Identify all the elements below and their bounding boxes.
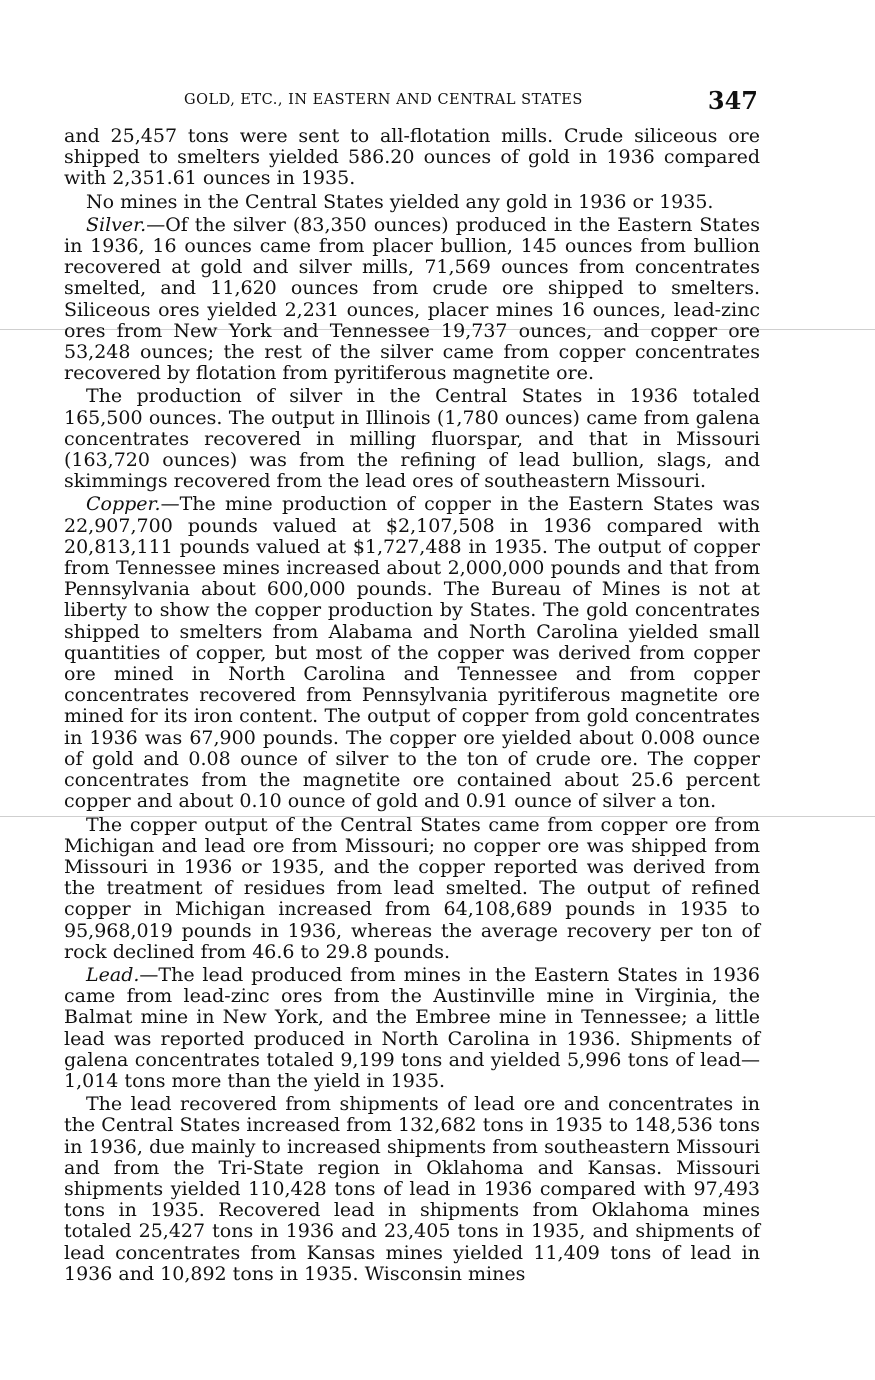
running-head-title: GOLD, ETC., IN EASTERN AND CENTRAL STATES xyxy=(184,92,583,108)
section-heading-copper: Copper. xyxy=(86,493,161,516)
paragraph-copper-eastern xyxy=(64,494,760,812)
paragraph-text: —The lead produced from mines in the Eastern States in 1936 came from lead-zinc ores from the Austinville mine in Virginia, the Balmat mine in New York, and the Embree mine in Tennessee; a little lead was reported produced in North Carolina in 1936. Shipments of galena concentrates totaled 9,199 tons and yielded 5,996 tons of lead—1,014 tons more than the yield in 1935. xyxy=(64,963,760,1092)
paragraph-text: No mines in the Central States yielded any gold in 1936 or 1935. xyxy=(86,190,714,213)
paragraph-silver-eastern xyxy=(64,215,760,385)
paragraph-lead-central xyxy=(64,1094,760,1285)
paragraph-text: The lead recovered from shipments of lead ore and concentrates in the Central States increased from 132,682 tons in 1935 to 148,536 tons in 1936, due mainly to increased shipments from southeastern Missouri and from the Tri-State region in Oklahoma and Kansas. Missouri shipments yielded 110,428 tons of lead in 1936 compared with 97,493 tons in 1935. Recovered lead in shipments from Oklahoma mines totaled 25,427 tons in 1936 and 23,405 tons in 1935, and shipments of lead concentrates from Kansas mines yielded 11,409 tons of lead in 1936 and 10,892 tons in 1935. Wisconsin mines xyxy=(64,1093,760,1285)
page-number: 347 xyxy=(707,86,758,115)
page xyxy=(64,86,760,1287)
paragraph-text: The production of silver in the Central States in 1936 totaled 165,500 ounces. The output in Illinois (1,780 ounces) came from galena concentrates recovered in milling fluorspar, and that in Missouri (163,720 ounces) was from the refining of lead bullion, slags, and skimmings recovered from the lead ores of southeastern Missouri. xyxy=(64,385,760,493)
paragraph-text: The copper output of the Central States came from copper ore from Michigan and lead ore from Missouri; no copper ore was shipped from Missouri in 1936 or 1935, and the copper reported was derived from the treatment of residues from lead smelted. The output of refined copper in Michigan increased from 64,108,689 pounds in 1935 to 95,968,019 pounds in 1936, whereas the average recovery per ton of rock declined from 46.6 to 29.8 pounds. xyxy=(64,813,760,963)
body-text xyxy=(64,126,760,1285)
running-head xyxy=(64,86,760,126)
paragraph-text: —The mine production of copper in the Eastern States was 22,907,700 pounds valued at $2,107,508 in 1936 compared with 20,813,111 pounds valued at $1,727,488 in 1935. The output of copper from Tennessee mines increased about 2,000,000 pounds and that from Pennsylvania about 600,000 pounds. The Bureau of Mines is not at liberty to show the copper production by States. The gold concentrates shipped to smelters from Alabama and North Carolina yielded small quantities of copper, but most of the copper was derived from copper ore mined in North Carolina and Tennessee and from copper concentrates recovered from Pennsylvania pyritiferous magnetite ore mined for its iron content. The output of copper from gold concentrates in 1936 was 67,900 pounds. The copper ore yielded about 0.008 ounce of gold and 0.08 ounce of silver to the ton of crude ore. The copper concentrates from the magnetite ore contained about 25.6 percent copper and about 0.10 ounce of gold and 0.91 ounce of silver a ton. xyxy=(64,493,760,813)
section-heading-silver: Silver. xyxy=(86,213,147,236)
section-heading-lead: Lead. xyxy=(86,963,140,986)
paragraph-silver-central xyxy=(64,386,760,492)
paragraph-copper-central xyxy=(64,815,760,963)
paragraph-text: and 25,457 tons were sent to all-flotation mills. Crude siliceous ore shipped to smelters yielded 586.20 ounces of gold in 1936 compared with 2,351.61 ounces in 1935. xyxy=(64,125,760,190)
paragraph-gold-continued xyxy=(64,126,760,190)
paragraph-lead-eastern xyxy=(64,965,760,1092)
paragraph-text: —Of the silver (83,350 ounces) produced in the Eastern States in 1936, 16 ounces came from placer bullion, 145 ounces from bullion recovered at gold and silver mills, 71,569 ounces from concentrates smelted, and 11,620 ounces from crude ore shipped to smelters. Siliceous ores yielded 2,231 ounces, placer mines 16 ounces, lead-zinc ores from New York and Tennessee 19,737 ounces, and copper ore 53,248 ounces; the rest of the silver came from copper concentrates recovered by flotation from pyritiferous magnetite ore. xyxy=(64,213,760,385)
paragraph-central-gold xyxy=(64,192,760,213)
